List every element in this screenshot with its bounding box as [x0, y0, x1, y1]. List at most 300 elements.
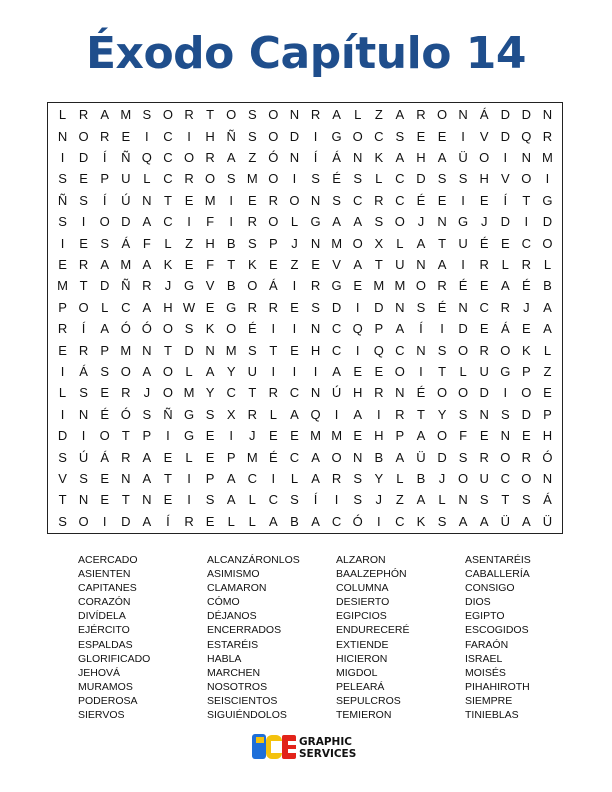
grid-cell: É	[269, 449, 278, 465]
grid-cell: T	[438, 235, 447, 251]
grid-cell: E	[522, 428, 531, 444]
grid-cell: D	[416, 171, 426, 187]
grid-cell: S	[205, 406, 215, 422]
grid-cell: L	[248, 513, 256, 529]
grid-cell: R	[521, 256, 532, 272]
grid-cell: S	[458, 171, 468, 187]
grid-cell: I	[334, 492, 339, 508]
grid-cell: Á	[269, 278, 278, 294]
grid-cell: N	[142, 492, 152, 508]
grid-cell: C	[331, 321, 342, 337]
grid-cell: J	[375, 492, 383, 508]
grid-cell: M	[394, 278, 406, 294]
word-list-item: DÉJANOS	[207, 610, 257, 623]
grid-cell: O	[521, 470, 532, 486]
grid-cell: U	[121, 171, 131, 187]
grid-cell: H	[353, 385, 363, 401]
grid-cell: I	[440, 321, 444, 337]
grid-cell: M	[246, 449, 258, 465]
grid-cell: Ú	[331, 385, 342, 401]
grid-cell: M	[542, 149, 553, 165]
grid-cell: I	[376, 406, 381, 422]
grid-cell: U	[479, 363, 489, 379]
grid-cell: R	[247, 406, 257, 422]
grid-cell: E	[353, 278, 363, 294]
grid-cell: G	[331, 278, 342, 294]
grid-cell: C	[226, 385, 236, 401]
grid-cell: U	[247, 363, 257, 379]
grid-cell: C	[163, 171, 173, 187]
grid-cell: S	[311, 299, 320, 315]
word-list-item: MURAMOS	[78, 680, 133, 693]
grid-cell: H	[374, 428, 384, 444]
word-list-item: DESIERTO	[336, 596, 390, 609]
grid-cell: O	[436, 107, 448, 123]
grid-cell: A	[205, 363, 215, 379]
word-list-item: DIVÍDELA	[78, 610, 126, 623]
grid-cell: I	[503, 385, 508, 401]
grid-cell: F	[459, 428, 468, 444]
grid-cell: O	[331, 449, 342, 465]
grid-cell: T	[163, 470, 172, 486]
word-list-item: FARAÓN	[465, 638, 509, 651]
grid-cell: Z	[543, 363, 552, 379]
grid-cell: T	[79, 278, 88, 294]
grid-cell: Y	[205, 385, 215, 401]
grid-cell: R	[247, 214, 257, 230]
grid-cell: X	[226, 406, 236, 422]
word-list-item: CAPITANES	[78, 582, 137, 595]
grid-cell: S	[332, 192, 341, 208]
grid-cell: Ñ	[57, 192, 68, 208]
grid-cell: E	[522, 321, 531, 337]
grid-cell: E	[479, 278, 489, 294]
grid-cell: O	[162, 385, 174, 401]
grid-cell: C	[395, 342, 405, 358]
grid-cell: E	[100, 470, 110, 486]
grid-cell: R	[395, 406, 405, 422]
grid-cell: É	[332, 171, 341, 187]
grid-cell: A	[353, 256, 363, 272]
grid-cell: V	[205, 278, 215, 294]
grid-cell: T	[248, 385, 257, 401]
grid-cell: Z	[395, 492, 404, 508]
word-list-item: HICIERON	[336, 652, 388, 665]
word-list-item: PODEROSA	[78, 694, 138, 707]
grid-cell: L	[354, 107, 362, 123]
grid-cell: N	[500, 428, 510, 444]
grid-cell: C	[353, 192, 363, 208]
grid-cell: S	[437, 513, 447, 529]
grid-cell: O	[521, 171, 532, 187]
grid-cell: E	[184, 256, 194, 272]
grid-cell: O	[289, 192, 300, 208]
grid-cell: H	[205, 128, 215, 144]
grid-cell: D	[331, 299, 342, 315]
grid-cell: A	[332, 107, 341, 123]
grid-cell: K	[416, 513, 426, 529]
grid-cell: S	[184, 321, 194, 337]
grid-cell: P	[543, 406, 552, 422]
word-list-item: SIGUIÉNDOLOS	[207, 709, 287, 722]
grid-cell: S	[458, 449, 468, 465]
grid-cell: C	[163, 149, 173, 165]
grid-cell: A	[353, 406, 363, 422]
grid-cell: Y	[374, 470, 384, 486]
grid-cell: I	[187, 128, 191, 144]
grid-cell: J	[143, 385, 151, 401]
grid-cell: M	[310, 428, 321, 444]
word-list-item: HABLA	[207, 652, 242, 665]
grid-cell: E	[500, 235, 510, 251]
grid-cell: J	[417, 214, 425, 230]
grid-cell: I	[334, 406, 339, 422]
grid-cell: X	[374, 235, 384, 251]
grid-cell: M	[204, 192, 216, 208]
grid-cell: R	[416, 107, 426, 123]
grid-cell: S	[58, 214, 67, 230]
grid-cell: J	[249, 428, 256, 444]
grid-cell: S	[479, 492, 489, 508]
grid-cell: T	[227, 256, 236, 272]
grid-cell: D	[184, 342, 194, 358]
grid-cell: A	[522, 513, 531, 529]
grid-cell: I	[229, 428, 234, 444]
grid-cell: Z	[290, 256, 299, 272]
grid-cell: E	[311, 256, 320, 272]
word-list-item: TINIEBLAS	[465, 709, 519, 722]
grid-cell: E	[479, 321, 489, 337]
grid-cell: E	[479, 428, 489, 444]
grid-cell: H	[163, 299, 173, 315]
grid-cell: T	[438, 363, 447, 379]
grid-cell: Ü	[500, 513, 510, 529]
word-list-item: MIGDOL	[336, 666, 378, 679]
word-list-item: PELEARÁ	[336, 680, 385, 693]
grid-cell: R	[310, 107, 321, 123]
grid-cell: R	[184, 107, 194, 123]
grid-cell: I	[60, 363, 65, 379]
grid-cell: I	[355, 342, 360, 358]
grid-cell: P	[522, 363, 531, 379]
grid-cell: K	[522, 342, 531, 358]
grid-cell: I	[102, 513, 107, 529]
grid-cell: L	[185, 449, 193, 465]
grid-cell: T	[374, 256, 383, 272]
grid-cell: I	[292, 321, 297, 337]
grid-cell: S	[290, 492, 299, 508]
grid-cell: Ñ	[121, 278, 131, 294]
grid-cell: R	[479, 449, 489, 465]
grid-cell: N	[289, 149, 300, 165]
grid-cell: I	[81, 428, 86, 444]
grid-cell: D	[500, 128, 510, 144]
grid-cell: E	[247, 192, 257, 208]
grid-cell: E	[79, 235, 88, 251]
grid-cell: O	[521, 385, 532, 401]
grid-cell: C	[268, 492, 279, 508]
grid-cell: É	[522, 278, 531, 294]
grid-cell: T	[416, 406, 425, 422]
grid-cell: N	[458, 492, 468, 508]
grid-cell: L	[290, 214, 299, 230]
grid-cell: O	[183, 149, 195, 165]
grid-cell: U	[458, 235, 468, 251]
grid-cell: E	[58, 342, 67, 358]
grid-cell: O	[542, 235, 553, 251]
grid-cell: H	[205, 235, 215, 251]
letter-grid	[47, 102, 563, 534]
grid-cell: C	[163, 128, 173, 144]
grid-cell: R	[247, 299, 257, 315]
grid-cell: R	[374, 192, 384, 208]
grid-cell: E	[100, 492, 110, 508]
grid-cell: G	[183, 428, 195, 444]
grid-cell: A	[142, 449, 152, 465]
grid-cell: T	[163, 192, 172, 208]
grid-cell: C	[395, 171, 405, 187]
grid-cell: E	[205, 449, 215, 465]
grid-cell: R	[268, 192, 279, 208]
grid-cell: P	[142, 428, 152, 444]
grid-cell: O	[458, 342, 469, 358]
grid-cell: O	[458, 470, 469, 486]
grid-cell: C	[121, 299, 131, 315]
grid-cell: A	[500, 278, 510, 294]
grid-cell: L	[58, 107, 67, 123]
grid-cell: R	[479, 342, 489, 358]
grid-cell: F	[206, 214, 215, 230]
grid-cell: C	[247, 470, 257, 486]
grid-cell: M	[373, 278, 385, 294]
grid-cell: L	[501, 256, 509, 272]
grid-cell: V	[58, 470, 67, 486]
grid-cell: Q	[352, 321, 363, 337]
grid-cell: L	[543, 342, 552, 358]
grid-cell: O	[78, 513, 89, 529]
grid-cell: L	[101, 299, 109, 315]
grid-cell: Ú	[121, 192, 131, 208]
grid-cell: Í	[313, 492, 318, 508]
grid-cell: O	[226, 107, 237, 123]
grid-cell: O	[394, 214, 405, 230]
grid-cell: Á	[100, 449, 110, 465]
word-list-item: ASIMISMO	[207, 568, 260, 581]
grid-cell: O	[162, 107, 174, 123]
word-list-item: EGIPTO	[465, 610, 505, 623]
grid-cell: N	[121, 470, 131, 486]
grid-cell: P	[374, 321, 384, 337]
grid-cell: Í	[419, 321, 423, 337]
grid-cell: S	[500, 406, 510, 422]
grid-cell: I	[355, 299, 360, 315]
grid-cell: D	[100, 278, 110, 294]
grid-cell: A	[142, 299, 152, 315]
grid-cell: E	[437, 128, 447, 144]
grid-cell: Q	[310, 406, 321, 422]
grid-cell: I	[187, 470, 191, 486]
grid-cell: C	[479, 299, 489, 315]
grid-cell: D	[521, 107, 532, 123]
word-list-item: TEMIERON	[336, 709, 392, 722]
grid-cell: I	[229, 192, 234, 208]
grid-cell: O	[247, 278, 258, 294]
grid-cell: I	[461, 192, 465, 208]
grid-cell: A	[100, 321, 110, 337]
grid-cell: D	[289, 128, 300, 144]
grid-cell: R	[331, 470, 342, 486]
grid-cell: Á	[543, 492, 552, 508]
grid-cell: O	[162, 363, 174, 379]
grid-cell: D	[121, 214, 131, 230]
grid-cell: A	[100, 107, 110, 123]
grid-cell: P	[395, 428, 405, 444]
grid-cell: R	[78, 342, 89, 358]
grid-cell: Ü	[416, 449, 426, 465]
grid-cell: G	[331, 128, 342, 144]
grid-cell: V	[500, 171, 510, 187]
grid-cell: F	[142, 235, 151, 251]
grid-cell: I	[271, 321, 276, 337]
grid-cell: B	[374, 449, 384, 465]
grid-cell: S	[247, 128, 257, 144]
grid-cell: I	[461, 256, 465, 272]
word-list-item: BAALZEPHÓN	[336, 568, 407, 581]
grid-cell: S	[58, 449, 67, 465]
grid-cell: N	[437, 214, 447, 230]
grid-cell: Á	[500, 321, 510, 337]
grid-cell: M	[120, 107, 132, 123]
grid-cell: H	[542, 428, 553, 444]
grid-cell: Y	[226, 363, 236, 379]
grid-cell: Ó	[120, 406, 131, 422]
word-list-item: ASIENTEN	[78, 568, 131, 581]
grid-cell: O	[99, 214, 110, 230]
grid-cell: S	[205, 492, 215, 508]
grid-cell: A	[395, 149, 405, 165]
grid-cell: S	[458, 406, 468, 422]
grid-cell: U	[479, 470, 489, 486]
grid-cell: D	[521, 406, 532, 422]
grid-cell: Ú	[78, 449, 89, 465]
grid-cell: E	[290, 428, 299, 444]
grid-cell: Í	[503, 192, 508, 208]
word-list-item: SEPULCROS	[336, 694, 401, 707]
grid-cell: I	[292, 171, 297, 187]
grid-cell: N	[353, 149, 363, 165]
grid-cell: M	[246, 171, 258, 187]
grid-cell: N	[479, 406, 489, 422]
grid-cell: A	[543, 321, 552, 337]
grid-cell: E	[163, 492, 173, 508]
grid-cell: C	[395, 192, 405, 208]
grid-cell: T	[163, 342, 172, 358]
grid-cell: S	[226, 171, 236, 187]
grid-cell: E	[416, 128, 426, 144]
grid-cell: R	[542, 128, 553, 144]
grid-cell: Q	[521, 128, 532, 144]
grid-cell: I	[419, 363, 423, 379]
grid-cell: G	[310, 214, 321, 230]
grid-cell: L	[269, 406, 277, 422]
grid-cell: T	[501, 492, 510, 508]
grid-cell: R	[268, 385, 279, 401]
word-list-item: CABALLERÍA	[465, 568, 530, 581]
grid-cell: É	[437, 299, 447, 315]
grid-cell: I	[229, 214, 234, 230]
grid-cell: S	[395, 128, 405, 144]
logo-mark-icon	[250, 732, 362, 762]
grid-cell: Á	[121, 235, 131, 251]
grid-cell: A	[543, 299, 552, 315]
grid-cell: N	[458, 299, 468, 315]
grid-cell: D	[57, 428, 68, 444]
word-list-item: MARCHEN	[207, 666, 261, 679]
grid-cell: Ó	[120, 321, 131, 337]
grid-cell: N	[310, 235, 321, 251]
grid-cell: R	[184, 171, 194, 187]
grid-cell: P	[269, 235, 278, 251]
grid-cell: N	[310, 192, 321, 208]
grid-cell: Z	[248, 149, 257, 165]
grid-cell: É	[100, 406, 110, 422]
grid-cell: A	[416, 492, 426, 508]
grid-cell: R	[184, 513, 194, 529]
grid-cell: R	[78, 107, 89, 123]
grid-cell: R	[121, 385, 131, 401]
grid-cell: E	[374, 363, 384, 379]
grid-cell: N	[205, 342, 215, 358]
grid-cell: N	[416, 256, 426, 272]
grid-cell: E	[290, 342, 299, 358]
page-title: Éxodo Capítulo 14	[86, 28, 526, 79]
grid-cell: D	[542, 214, 553, 230]
grid-cell: K	[247, 256, 257, 272]
grid-cell: S	[353, 492, 363, 508]
grid-cell: D	[374, 299, 384, 315]
grid-cell: A	[458, 513, 468, 529]
grid-cell: Z	[374, 107, 383, 123]
grid-cell: É	[247, 321, 257, 337]
grid-cell: R	[374, 385, 384, 401]
grid-cell: N	[416, 342, 426, 358]
grid-cell: I	[313, 128, 318, 144]
grid-cell: S	[437, 171, 447, 187]
grid-cell: T	[206, 107, 215, 123]
grid-cell: E	[163, 449, 173, 465]
grid-cell: R	[57, 321, 68, 337]
grid-cell: S	[79, 385, 88, 401]
word-list-item: ESPALDAS	[78, 638, 133, 651]
grid-cell: B	[543, 278, 552, 294]
grid-cell: N	[78, 492, 89, 508]
grid-cell: S	[58, 171, 67, 187]
grid-cell: I	[81, 214, 86, 230]
grid-cell: E	[269, 256, 278, 272]
grid-cell: B	[226, 235, 236, 251]
grid-cell: C	[374, 128, 384, 144]
grid-cell: E	[205, 428, 215, 444]
grid-cell: O	[352, 128, 363, 144]
grid-cell: L	[185, 363, 193, 379]
grid-cell: U	[395, 256, 405, 272]
word-list-item: ENCERRADOS	[207, 624, 282, 637]
grid-cell: A	[416, 428, 426, 444]
word-list-item: CONSIGO	[465, 582, 515, 595]
grid-cell: C	[163, 214, 173, 230]
word-list-item: ENDURECERÉ	[336, 624, 410, 637]
grid-cell: E	[205, 513, 215, 529]
